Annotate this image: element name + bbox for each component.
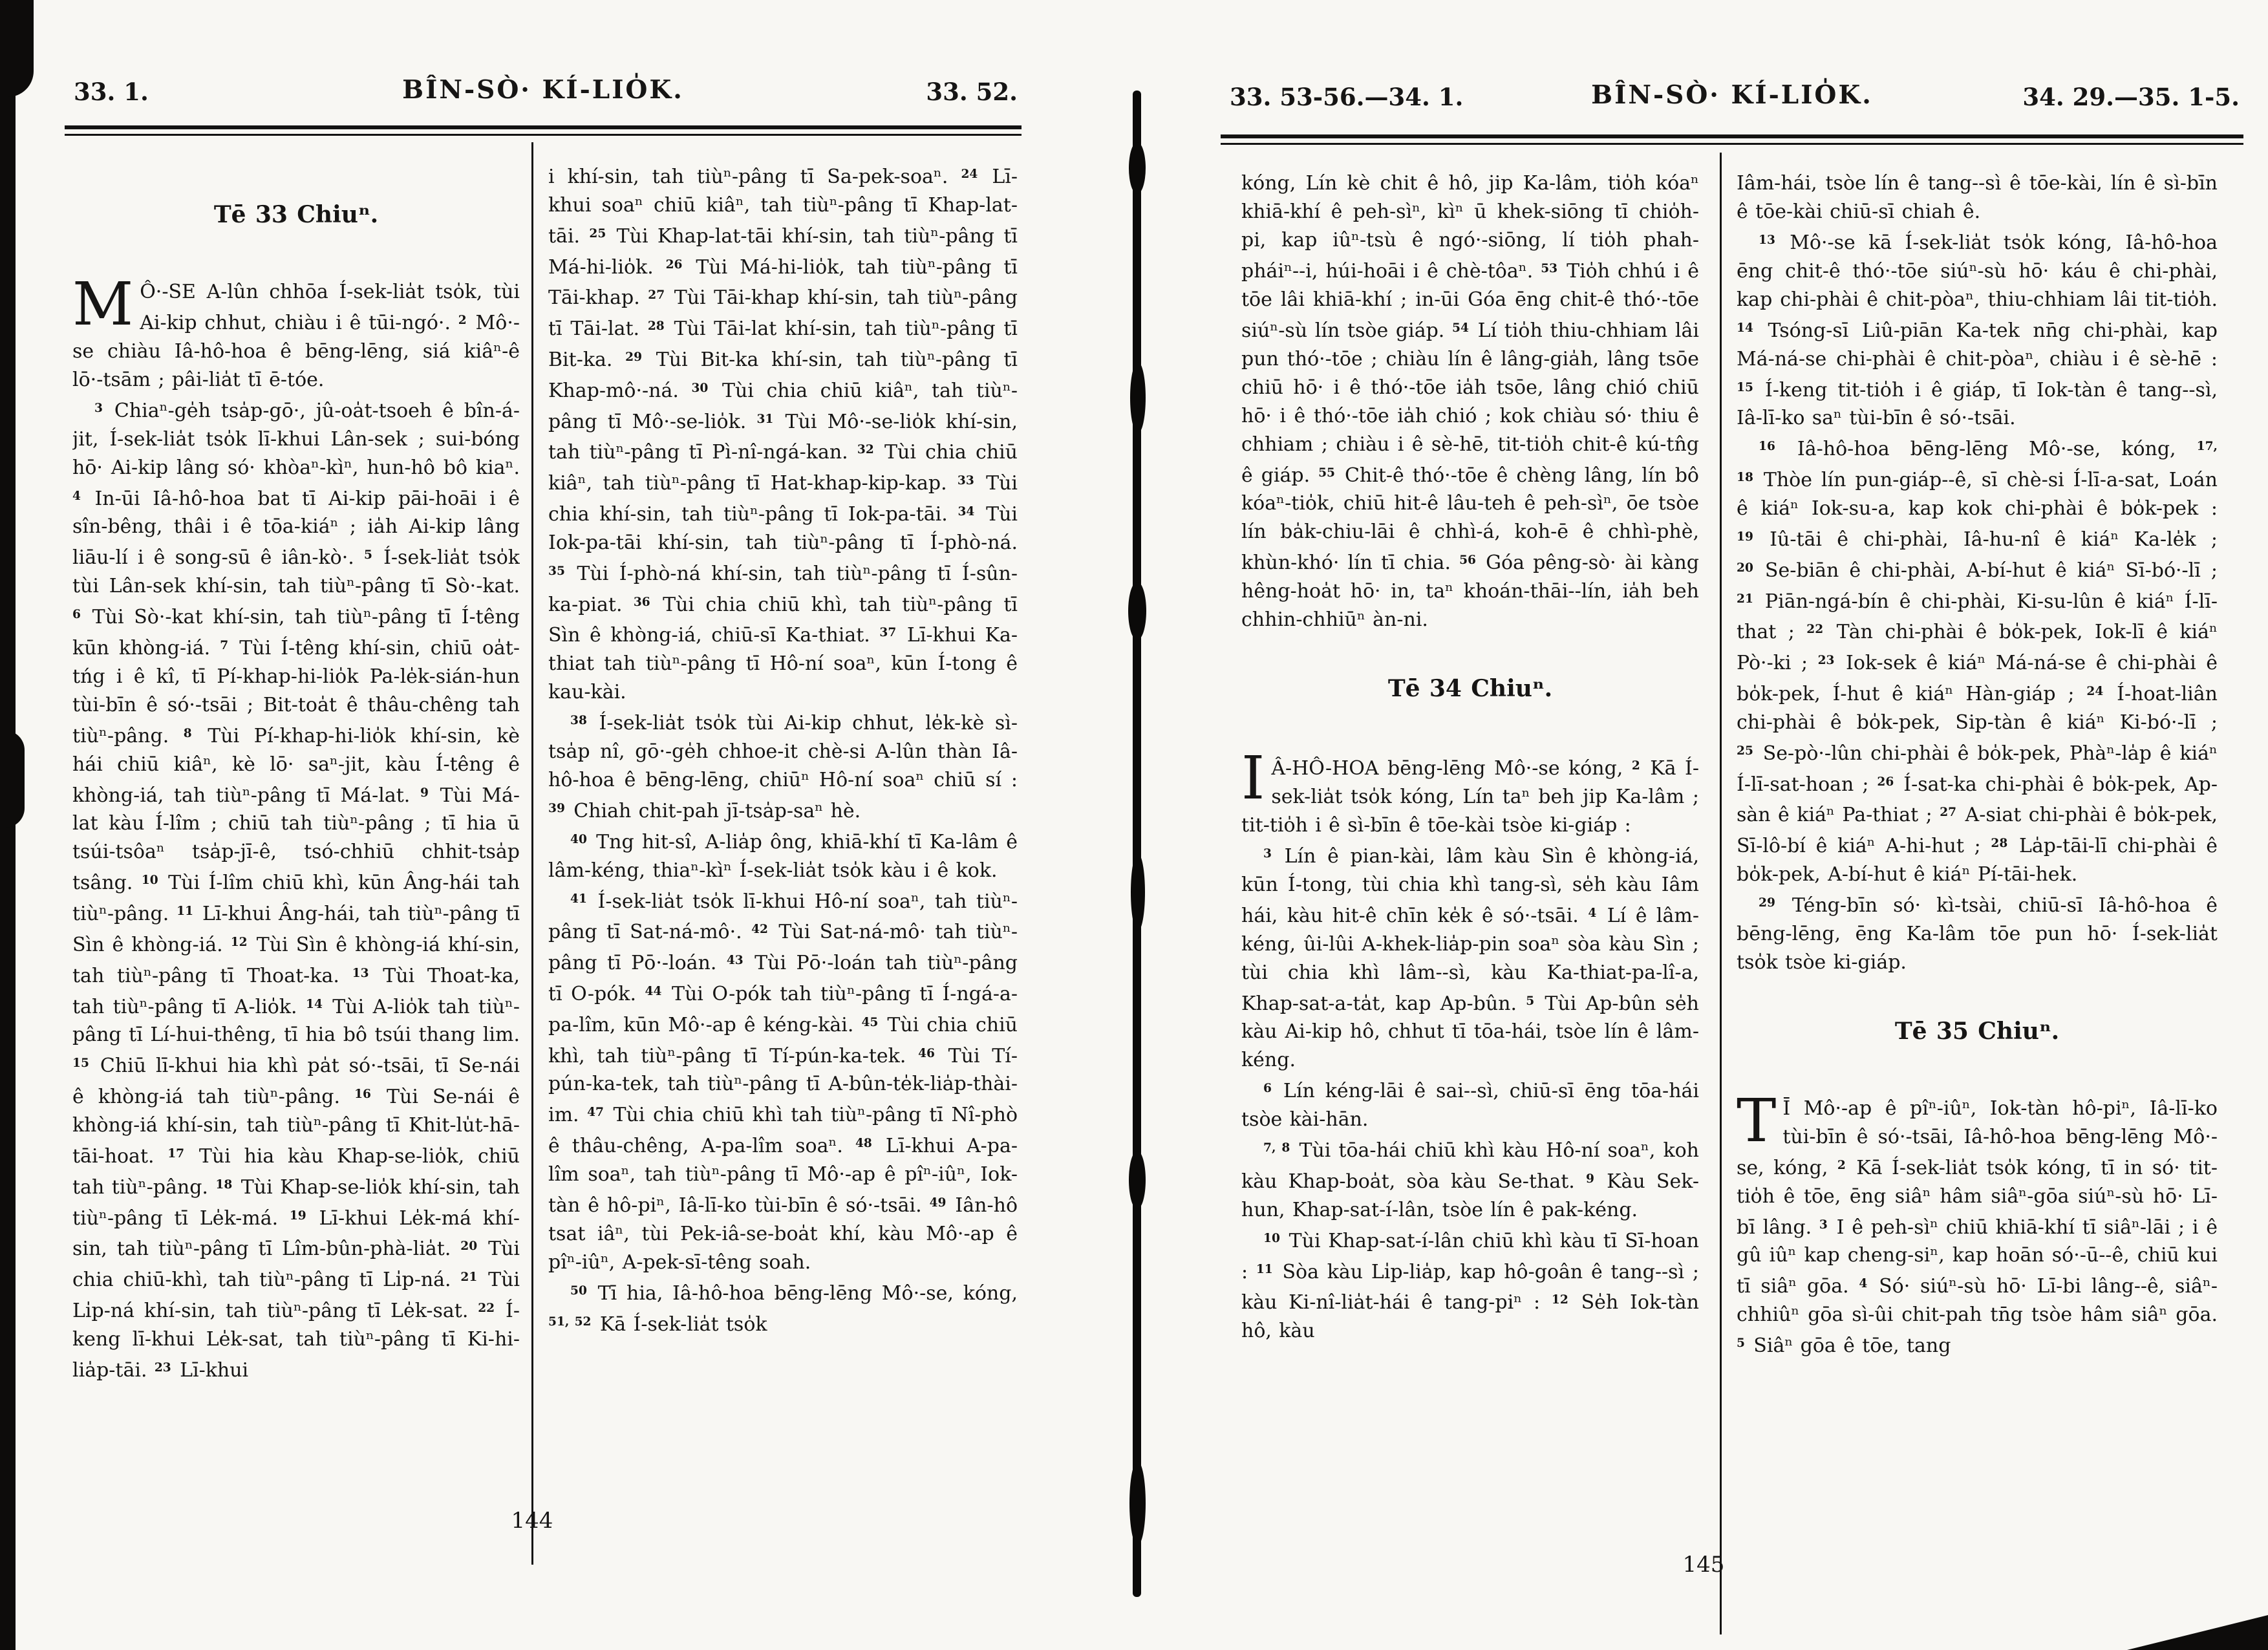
verse-number: 13: [352, 966, 369, 980]
drop-cap: I: [1241, 744, 1265, 813]
verse-number: 13: [1759, 233, 1775, 247]
verse-number: 5: [363, 548, 372, 562]
verse-paragraph: $^3$ Lín ê pian-kài, lâm kàu Sìn ê khòng-iá, kūn Í-tong, tùi chia khì tang-sì, se̍h kàu Iâm hái, kàu hit-ê chīn ke̍k ê só·-tsāi. $^4$ Lí ê lâm-kéng, ûi-lûi A-khek-lia̍p-pin soaⁿ sòa kàu Sìn ; tùi chia khì lâm--sì, kàu Ka-thiat-pa-lî-a, Khap-sat-a-ta̍t, kap Ap-bûn. $^5$ Tùi Ap-bûn se̍h kàu Ai-kip hô, chhut tī tōa-hái, tsòe lín ê lâm-kéng.: [1241, 844, 1699, 1072]
verse-number: 30: [691, 381, 709, 395]
verse-number: 7: [220, 638, 229, 652]
verse-number: 9: [1585, 1172, 1594, 1186]
verse-number: 17: [167, 1146, 185, 1161]
verse-number: 10: [141, 873, 158, 888]
verse-number: 8: [183, 726, 192, 740]
verse-ref-left: 33. 1.: [74, 78, 149, 106]
verse-number: 22: [1806, 623, 1824, 637]
verse-number: 33: [957, 474, 974, 488]
verse-ref-left: 33. 53-56.—34. 1.: [1230, 83, 1464, 111]
verse-number: 29: [1759, 895, 1775, 910]
verse-number: 21: [1737, 592, 1753, 606]
verse-number: 34: [957, 504, 975, 519]
verse-number: 15: [72, 1056, 89, 1071]
verse-number: 12: [230, 935, 248, 949]
verse-number: 55: [1318, 466, 1335, 480]
verse-paragraph: $^{10}$ Tùi Khap-sat-í-lân chiū khì kàu tī Sī-hoan : $^{11}$ Sòa kàu Li̍p-lia̍p, kap hô-goân ê tang--sì ; kàu Ki-nî-lia̍t-hái ê tang-piⁿ : $^{12}$ Se̍h Iok-tàn hô, kàu: [1241, 1229, 1699, 1343]
verse-number: 12: [1551, 1293, 1568, 1307]
verse-number: 54: [1452, 321, 1469, 335]
text-column-3: [1241, 169, 1699, 1579]
verse-paragraph: $^{7, 8}$ Tùi tōa-hái chiū khì kàu Hô-ní soaⁿ, koh kàu Khap-boa̍t, sòa kàu Se-that. $^9$ Kàu Sek-hun, Khap-sat-í-lân, tsòe lín ê pak-kéng.: [1241, 1139, 1699, 1221]
verse-ref-right: 33. 52.: [926, 78, 1018, 106]
verse-number: 3: [94, 401, 103, 415]
verse-number: 20: [460, 1239, 478, 1254]
verse-number: 11: [1256, 1262, 1273, 1276]
verse-number: 11: [177, 905, 194, 919]
page-number: 144: [511, 1508, 553, 1534]
verse-number: 39: [548, 801, 565, 815]
verse-paragraph: $^{38}$ Í-sek-lia̍t tso̍k tùi Ai-kip chhut, le̍k-kè sì-tsa̍p nî, gō·-ge̍h chhoe-it chè-si A-lûn thàn Iâ-hô-hoa ê bēng-lēng, chiūⁿ Hô-ní soaⁿ chiū sí : $^{39}$ Chiah chit-pah jī-tsa̍p-saⁿ hè.: [548, 711, 1018, 822]
verse-number: 2: [458, 314, 467, 327]
verse-number: 42: [751, 923, 768, 937]
verse-paragraph: kóng, Lín kè chit ê hô, jip Ka-lâm, tio̍h kóaⁿ khiā-khí ê peh-sìⁿ, kìⁿ ū khek-siōng tī chio̍h-pi, kap iûⁿ-tsù ê ngó·-siōng, lí tio̍h phah-pháiⁿ--i, húi-hoāi i ê chè-tôaⁿ. $^{53}$ Tio̍h chhú i ê tōe lâi khiā-khí ; in-ūi Góa ēng chit-ê thó·-tōe siúⁿ-sù lín tsòe giáp. $^{54}$ Lí tio̍h thiu-chhiam lâi pun thó·-tōe ; chiàu lín ê lâng-gia̍h, lâng tsōe chiū hō· i ê thó·-tōe ia̍h tsōe, lâng chió chiū hō· i ê thó·-tōe ia̍h chió ; kok chiàu só· thiu ê chhiam ; chiàu i ê sè-hē, tit-tio̍h chit-ê kú-tn̂g ê giáp. $^{55}$ Chit-ê thó·-tōe ê chèng lâng, lín bô kóaⁿ-tio̍k, chiū hit-ê lâu-teh ê peh-sìⁿ, ōe tsòe lín ba̍k-chiu-lāi ê chhì-á, koh-ē ê chhì-phè, khùn-khó· lín tī chia. $^{56}$ Góa pêng-sò· ài kàng hêng-hoa̍t hō· in, taⁿ khoán-thāi--lín, ia̍h beh chhin-chhiūⁿ àn-ni.: [1241, 172, 1699, 632]
text-column-4: [1737, 169, 2218, 1631]
verse-number: 17, 18: [1737, 440, 2218, 485]
verse-number: 28: [647, 319, 665, 334]
verse-number: 25: [1737, 744, 1753, 758]
verse-number: 32: [857, 443, 874, 457]
verse-number: 49: [929, 1195, 947, 1210]
verse-paragraph: $^{50}$ Tī hia, Iâ-hô-hoa bēng-lēng Mô·-se, kóng, $^{51, 52}$ Kā Í-sek-lia̍t tso̍k: [548, 1281, 1018, 1336]
scan-ink-blob: [0, 0, 34, 97]
verse-number: 7, 8: [1263, 1141, 1290, 1155]
verse-number: 4: [1588, 906, 1597, 920]
verse-number: 50: [570, 1283, 587, 1298]
chapter-heading: Tē 33 Chiuⁿ.: [213, 201, 379, 228]
verse-number: 16: [1759, 440, 1775, 454]
verse-paragraph: T Ī Mô·-ap ê pîⁿ-iûⁿ, Iok-tàn hô-piⁿ, Iâ-lī-ko tùi-bīn ê só·-tsāi, Iâ-hô-hoa bēng-lēng Mô·-se, kóng, $^2$ Kā Í-sek-lia̍t tso̍k kóng, tī in só· tit-tio̍h ê tōe, ēng siâⁿ hâm siâⁿ-gōa siúⁿ-sù hō· Lī-bī lâng. $^3$ I ê peh-sìⁿ chiū khiā-khí tī siâⁿ-lāi ; i ê gû iûⁿ kap cheng-siⁿ, kap hoān só·-ū--ê, chiū kui tī siâⁿ gōa. $^4$ Só· siúⁿ-sù hō· Lī-bi lâng--ê, siâⁿ-chhiûⁿ gōa sì-ûi chit-pah tn̄g tsòe hâm siâⁿ gōa. $^5$ Siâⁿ gōa ê tōe, tang: [1737, 1086, 2218, 1357]
verse-number: 47: [587, 1106, 604, 1120]
verse-number: 18: [215, 1177, 233, 1192]
verse-number: 19: [1737, 530, 1753, 544]
gutter-ink-bulge: [1129, 1461, 1146, 1545]
verse-number: 5: [1737, 1336, 1745, 1351]
column-divider: [1720, 153, 1722, 1634]
verse-number: 25: [589, 226, 606, 241]
verse-number: 26: [665, 257, 683, 272]
verse-number: 21: [460, 1270, 478, 1285]
verse-number: 46: [918, 1046, 935, 1060]
verse-paragraph: $^{29}$ Téng-bīn só· kì-tsài, chiū-sī Iâ-hô-hoa ê bēng-lēng, ēng Ka-lâm tōe pun hō· Í-sek-lia̍t tso̍k tsòe ki-giáp.: [1737, 894, 2218, 974]
verse-paragraph: $^{16}$ Iâ-hô-hoa bēng-lēng Mô·-se, kóng, $^{17, 18}$ Thòe lín pun-giáp--ê, sī chè-si Í-lī-a-sat, Loán ê kiáⁿ Iok-su-a, kap kok chi-phài ê bo̍k-pek : $^{19}$ Iû-tāi ê chi-phài, Iâ-hu-nî ê kiáⁿ Ka-le̍k ; $^{20}$ Se-biān ê chi-phài, A-bí-hut ê kiáⁿ Sī-bó·-lī ; $^{21}$ Piān-ngá-bín ê chi-phài, Ki-su-lûn ê kiáⁿ Í-lī-that ; $^{22}$ Tàn chi-phài ê bo̍k-pek, Iok-lī ê kiáⁿ Pò·-ki ; $^{23}$ Iok-sek ê kiáⁿ Má-ná-se ê chi-phài ê bo̍k-pek, Í-hut ê kiáⁿ Hàn-giáp ; $^{24}$ Í-hoat-liân chi-phài ê bo̍k-pek, Sip-tàn ê kiáⁿ Ki-bó·-lī ; $^{25}$ Se-pò·-lûn chi-phài ê bo̍k-pek, Phàⁿ-la̍p ê kiáⁿ Í-lī-sat-hoan ; $^{26}$ Í-sat-ka chi-phài ê bo̍k-pek, Ap-sàn ê kiáⁿ Pa-thiat ; $^{27}$ A-siat chi-phài ê bo̍k-pek, Sī-lô-bí ê kiáⁿ A-hi-hut ; $^{28}$ La̍p-tāi-lī chi-phài ê bo̍k-pek, A-bí-hut ê kiáⁿ Pí-tāi-hek.: [1737, 438, 2218, 886]
verse-number: 37: [879, 626, 897, 640]
verse-paragraph: Iâm-hái, tsòe lín ê tang--sì ê tōe-kài, lín ê sì-bīn ê tōe-kài chiū-sī chiah ê.: [1737, 172, 2218, 223]
gutter-ink-bulge: [1128, 582, 1146, 640]
header-rule: [1221, 134, 2243, 145]
verse-number: 24: [961, 167, 978, 181]
verse-paragraph: $^{13}$ Mô·-se kā Í-sek-lia̍t tso̍k kóng, Iâ-hô-hoa ēng chit-ê thó·-tōe siúⁿ-sù hō· káu ê chi-phài, kap chi-phài ê chit-pòaⁿ, thiu-chhiam lâi tit-tio̍h. $^{14}$ Tsóng-sī Liû-piān Ka-tek nn̄g chi-phài, kap Má-ná-se chi-phài ê chit-pòaⁿ, chiàu i ê sè-hē : $^{15}$ Í-keng tit-tio̍h i ê giáp, tī Iok-tàn ê tang--sì, Iâ-lī-ko saⁿ tùi-bīn ê só·-tsāi.: [1737, 231, 2218, 430]
verse-number: 27: [1940, 806, 1957, 820]
drop-cap: T: [1737, 1086, 1777, 1155]
verse-number: 26: [1877, 775, 1894, 789]
verse-number: 6: [1263, 1082, 1272, 1096]
chapter-heading: Tē 34 Chiuⁿ.: [1387, 675, 1553, 703]
verse-number: 40: [570, 832, 587, 846]
chapter-heading: Tē 35 Chiuⁿ.: [1894, 1017, 2060, 1045]
header-rule: [65, 125, 1022, 136]
verse-number: 9: [420, 786, 429, 800]
verse-number: 10: [1263, 1231, 1280, 1245]
verse-number: 23: [1817, 654, 1835, 668]
verse-number: 4: [1859, 1277, 1868, 1291]
verse-ref-right: 34. 29.—35. 1-5.: [2022, 83, 2240, 111]
left-page: [65, 75, 1022, 1597]
verse-number: 28: [1991, 837, 2008, 851]
verse-number: 43: [726, 954, 744, 968]
verse-paragraph: $^{41}$ Í-sek-lia̍t tso̍k lī-khui Hô-ní soaⁿ, tah tiùⁿ-pâng tī Sat-ná-mô·. $^{42}$ Tùi Sat-ná-mô· tah tiùⁿ-pâng tī Pō·-loán. $^{43}$ Tùi Pō·-loán tah tiùⁿ-pâng tī O-pók. $^{44}$ Tùi O-pók tah tiùⁿ-pâng tī Í-ngá-a-pa-lîm, kūn Mô·-ap ê kéng-kài. $^{45}$ Tùi chia chiū khì, tah tiùⁿ-pâng tī Tí-pún-ka-tek. $^{46}$ Tùi Tí-pún-ka-tek, tah tiùⁿ-pâng tī A-bûn-te̍k-lia̍p-thài-im. $^{47}$ Tùi chia chiū khì tah tiùⁿ-pâng tī Nî-phò ê thâu-chêng, A-pa-lîm soaⁿ. $^{48}$ Lī-khui A-pa-lîm soaⁿ, tah tiùⁿ-pâng tī Mô·-ap ê pîⁿ-iûⁿ, Iok-tàn ê hô-piⁿ, Iâ-lī-ko tùi-bīn ê só·-tsāi. $^{49}$ Iân-hô tsat iâⁿ, tùi Pek-iâ-se-boa̍t khí, kàu Mô·-ap ê pîⁿ-iûⁿ, A-pek-sī-têng soah.: [548, 890, 1018, 1274]
verse-number: 14: [1737, 321, 1753, 335]
verse-number: 19: [289, 1208, 306, 1223]
right-running-head: [1221, 80, 2243, 122]
verse-number: 3: [1263, 846, 1272, 861]
book-title: BÎN-SÒ· KÍ-LIO̍K.: [402, 75, 684, 105]
scan-ink-blob: [0, 731, 25, 828]
verse-paragraph: I Â-HÔ-HOA bēng-lēng Mô·-se kóng, $^2$ Kā Í-sek-lia̍t tso̍k kóng, Lín taⁿ beh jip Ka-lâm ; tit-tio̍h i ê sì-bīn ê tōe-kài tsòe ki-giáp :: [1241, 744, 1699, 837]
verse-number: 41: [570, 892, 587, 906]
gutter-ink-bulge: [1130, 362, 1146, 433]
text-column-1: [72, 160, 520, 1538]
verse-number: 36: [633, 595, 650, 609]
page-number: 145: [1682, 1552, 1725, 1578]
verse-paragraph: $^3$ Chiaⁿ-ge̍h tsa̍p-gō·, jû-oa̍t-tsoeh ê bîn-á-jit, Í-sek-lia̍t tso̍k lī-khui Lân-sek ; sui-bóng hō· Ai-kip lâng só· khòaⁿ-kìⁿ, hun-hô bô kiaⁿ. $^4$ In-ūi Iâ-hô-hoa bat tī Ai-kip pāi-hoāi i ê sîn-bêng, thâi i ê tōa-kiáⁿ ; ia̍h Ai-kip lâng liāu-lí i ê song-sū ê iân-kò·. $^5$ Í-sek-lia̍t tso̍k tùi Lân-sek khí-sin, tah tiùⁿ-pâng tī Sò·-kat. $^6$ Tùi Sò·-kat khí-sin, tah tiùⁿ-pâng tī Í-têng kūn khòng-iá. $^7$ Tùi Í-têng khí-sin, chiū oa̍t-tńg i ê kî, tī Pí-khap-hi-lio̍k Pa-le̍k-sián-hun tùi-bīn ê só·-tsāi ; Bit-toa̍t ê thâu-chêng tah tiùⁿ-pâng. $^8$ Tùi Pí-khap-hi-lio̍k khí-sin, kè hái chiū kiâⁿ, kè lō· saⁿ-jit, kàu Í-têng ê khòng-iá, tah tiùⁿ-pâng tī Má-lat. $^9$ Tùi Má-lat kàu Í-lîm ; chiū tah tiùⁿ-pâng ; tī hia ū tsúi-tsôaⁿ tsa̍p-jī-ê, tsó-chhiū chhit-tsa̍p tsâng. $^{10}$ Tùi Í-lîm chiū khì, kūn Âng-hái tah tiùⁿ-pâng. $^{11}$ Lī-khui Âng-hái, tah tiùⁿ-pâng tī Sìn ê khòng-iá. $^{12}$ Tùi Sìn ê khòng-iá khí-sin, tah tiùⁿ-pâng tī Thoat-ka. $^{13}$ Tùi Thoat-ka, tah tiùⁿ-pâng tī A-lio̍k. $^{14}$ Tùi A-lio̍k tah tiùⁿ-pâng tī Lí-hui-thêng, tī hia bô tsúi thang lim. $^{15}$ Chiū lī-khui hia khì pa̍t só·-tsāi, tī Se-nái ê khòng-iá tah tiùⁿ-pâng. $^{16}$ Tùi Se-nái ê khòng-iá khí-sin, tah tiùⁿ-pâng tī Khit-lu̍t-hā-tāi-hoat. $^{17}$ Tùi hia kàu Khap-se-lio̍k, chiū tah tiùⁿ-pâng. $^{18}$ Tùi Khap-se-lio̍k khí-sin, tah tiùⁿ-pâng tī Le̍k-má. $^{19}$ Lī-khui Le̍k-má khí-sin, tah tiùⁿ-pâng tī Lîm-bûn-phà-lia̍t. $^{20}$ Tùi chia chiū-khì, tah tiùⁿ-pâng tī Li̍p-ná. $^{21}$ Tùi Li̍p-ná khí-sin, tah tiùⁿ-pâng tī Le̍k-sat. $^{22}$ Í-keng lī-khui Le̍k-sat, tah tiùⁿ-pâng tī Ki-hi-lia̍p-tāi. $^{23}$ Lī-khui: [72, 399, 520, 1382]
verse-number: 51, 52: [548, 1314, 592, 1329]
verse-number: 16: [354, 1088, 371, 1102]
verse-number: 23: [154, 1360, 171, 1375]
verse-number: 29: [625, 350, 643, 364]
verse-number: 4: [72, 489, 81, 503]
verse-paragraph: $^{40}$ Tng hit-sî, A-lia̍p ông, khiā-khí tī Ka-lâm ê lâm-kéng, thiaⁿ-kìⁿ Í-sek-lia̍t tso̍k kàu i ê kok.: [548, 830, 1018, 882]
verse-paragraph: $^6$ Lín kéng-lāi ê sai--sì, chiū-sī ēng tōa-hái tsòe kài-hān.: [1241, 1080, 1699, 1131]
verse-number: 20: [1737, 561, 1753, 575]
verse-number: 5: [1526, 994, 1535, 1008]
gutter-ink-bulge: [1131, 853, 1145, 931]
verse-number: 45: [861, 1015, 879, 1029]
verse-number: 35: [548, 564, 565, 578]
verse-number: 56: [1459, 553, 1476, 568]
verse-number: 22: [478, 1301, 495, 1315]
gutter-ink-bulge: [1129, 142, 1146, 194]
verse-number: 6: [72, 608, 81, 622]
verse-number: 15: [1737, 380, 1753, 394]
verse-paragraph: M Ô·-SE A-lûn chhōa Í-sek-lia̍t tso̍k, tùi Ai-kip chhut, chiàu i ê tūi-ngó·. $^2$ Mô·-se chiàu Iâ-hô-hoa ê bēng-lēng, siá kiâⁿ-ê lō·-tsām ; pâi-lia̍t tī ē-tóe.: [72, 270, 520, 391]
verse-number: 2: [1631, 759, 1640, 773]
verse-number: 31: [756, 412, 774, 426]
verse-number: 53: [1541, 262, 1558, 275]
verse-number: 38: [570, 714, 587, 728]
left-running-head: [65, 75, 1022, 116]
text-column-2: [548, 160, 1018, 1538]
verse-number: 14: [306, 997, 323, 1011]
book-title: BÎN-SÒ· KÍ-LIO̍K.: [1591, 80, 1873, 110]
verse-number: 2: [1837, 1158, 1846, 1172]
book-gutter-shadow: [1133, 91, 1141, 1597]
verse-paragraph: i khí-sin, tah tiùⁿ-pâng tī Sa-pek-soaⁿ. $^{24}$ Lī-khui soaⁿ chiū kiâⁿ, tah tiùⁿ-pâng tī Khap-lat-tāi. $^{25}$ Tùi Khap-lat-tāi khí-sin, tah tiùⁿ-pâng tī Má-hi-lio̍k. $^{26}$ Tùi Má-hi-lio̍k, tah tiùⁿ-pâng tī Tāi-khap. $^{27}$ Tùi Tāi-khap khí-sin, tah tiùⁿ-pâng tī Tāi-lat. $^{28}$ Tùi Tāi-lat khí-sin, tah tiùⁿ-pâng tī Bit-ka. $^{29}$ Tùi Bit-ka khí-sin, tah tiùⁿ-pâng tī Khap-mô·-ná. $^{30}$ Tùi chia chiū kiâⁿ, tah tiùⁿ-pâng tī Mô·-se-lio̍k. $^{31}$ Tùi Mô·-se-lio̍k khí-sin, tah tiùⁿ-pâng tī Pì-nî-ngá-kan. $^{32}$ Tùi chia chiū kiâⁿ, tah tiùⁿ-pâng tī Hat-khap-kip-kap. $^{33}$ Tùi chia khí-sin, tah tiùⁿ-pâng tī Iok-pa-tāi. $^{34}$ Tùi Iok-pa-tāi khí-sin, tah tiùⁿ-pâng tī Í-phò-ná. $^{35}$ Tùi Í-phò-ná khí-sin, tah tiùⁿ-pâng tī Í-sûn-ka-piat. $^{36}$ Tùi chia chiū khì, tah tiùⁿ-pâng tī Sìn ê khòng-iá, chiū-sī Ka-thiat. $^{37}$ Lī-khui Ka-thiat tah tiùⁿ-pâng tī Hô-ní soaⁿ, kūn Í-tong ê kau-kài.: [548, 165, 1018, 704]
verse-number: 48: [855, 1137, 872, 1151]
column-divider: [531, 142, 533, 1565]
verse-number: 24: [2086, 684, 2104, 698]
drop-cap: M: [72, 270, 134, 339]
gutter-ink-bulge: [1129, 1151, 1146, 1209]
verse-number: 3: [1819, 1217, 1828, 1232]
right-page: [1221, 80, 2243, 1634]
verse-number: 27: [648, 288, 665, 303]
verse-number: 44: [645, 984, 662, 998]
